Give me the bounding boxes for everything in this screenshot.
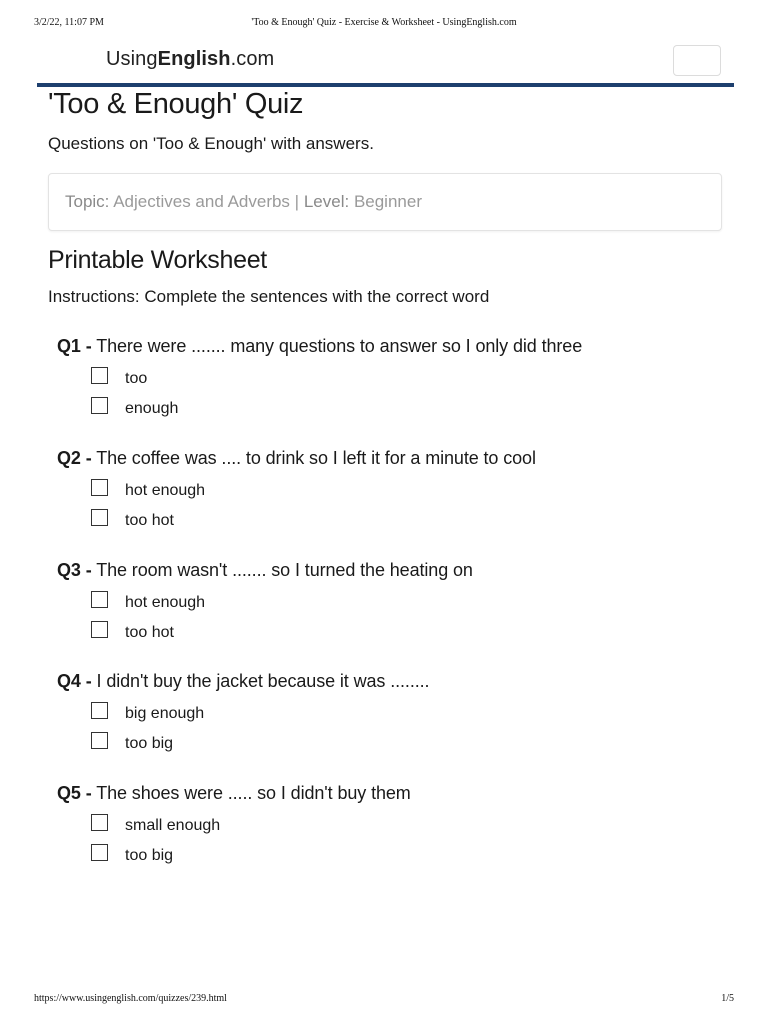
option-label: too big: [125, 735, 174, 752]
answer-options: [57, 814, 737, 874]
checkbox[interactable]: [91, 844, 108, 861]
option-label: small enough: [125, 817, 221, 834]
option-label: big enough: [125, 705, 205, 722]
checkbox[interactable]: [91, 732, 108, 749]
topic-value[interactable]: Adjectives and Adverbs: [113, 192, 290, 211]
option-label: too: [125, 370, 148, 387]
question-text: [57, 560, 737, 581]
question-2: [57, 448, 737, 539]
question-text: [57, 448, 737, 469]
question-number: Q3 -: [57, 560, 92, 580]
option-label: hot enough: [125, 482, 206, 499]
question-number: Q2 -: [57, 448, 92, 468]
topic-label: Topic:: [65, 192, 110, 211]
question-4: [57, 671, 737, 762]
question-prompt: The shoes were ..... so I didn't buy them: [96, 783, 411, 803]
subtitle-suffix: ' with answers.: [262, 134, 374, 153]
subtitle-prefix: Questions on ': [48, 134, 157, 153]
topic-line: [65, 192, 422, 212]
subtitle-topic: Too & Enough: [156, 134, 263, 153]
instructions: [48, 287, 489, 307]
menu-button[interactable]: [673, 45, 721, 76]
print-datetime: 3/2/22, 11:07 PM: [34, 17, 104, 28]
topic-separator: |: [294, 192, 300, 211]
site-header: [37, 44, 734, 84]
checkbox[interactable]: [91, 814, 108, 831]
answer-option[interactable]: [57, 814, 737, 844]
answer-option[interactable]: [57, 509, 737, 539]
answer-option[interactable]: [57, 591, 737, 621]
question-number: Q1 -: [57, 336, 92, 356]
worksheet-title: Printable Worksheet: [48, 246, 267, 274]
question-prompt: I didn't buy the jacket because it was ........: [96, 671, 430, 691]
checkbox[interactable]: [91, 509, 108, 526]
answer-option[interactable]: [57, 702, 737, 732]
level-value[interactable]: Beginner: [353, 192, 422, 211]
answer-option[interactable]: [57, 621, 737, 651]
site-logo[interactable]: [106, 48, 274, 71]
option-label: too hot: [125, 624, 174, 641]
logo-text-com: .com: [230, 48, 275, 70]
logo-text-using: Using: [106, 48, 158, 70]
instructions-text: Complete the sentences with the correct word: [144, 287, 490, 306]
question-3: [57, 560, 737, 651]
instructions-label: Instructions:: [48, 287, 140, 306]
page-title: 'Too & Enough' Quiz: [48, 88, 304, 120]
option-label: enough: [125, 400, 179, 417]
question-1: [57, 336, 737, 427]
checkbox[interactable]: [91, 479, 108, 496]
print-header: [34, 17, 734, 31]
answer-options: [57, 367, 737, 427]
print-footer: [34, 993, 734, 1007]
page-subtitle: [48, 134, 374, 154]
answer-options: [57, 702, 737, 762]
checkbox[interactable]: [91, 702, 108, 719]
checkbox[interactable]: [91, 397, 108, 414]
question-prompt: There were ....... many questions to answer so I only did three: [96, 336, 583, 356]
question-text: [57, 671, 737, 692]
question-number: Q5 -: [57, 783, 92, 803]
question-5: [57, 783, 737, 874]
answer-option[interactable]: [57, 479, 737, 509]
question-text: [57, 336, 737, 357]
print-page-number: 1/5: [721, 993, 734, 1004]
answer-option[interactable]: [57, 397, 737, 427]
question-number: Q4 -: [57, 671, 92, 691]
topic-level-box: [48, 173, 722, 231]
answer-option[interactable]: [57, 844, 737, 874]
answer-options: [57, 591, 737, 651]
option-label: hot enough: [125, 594, 206, 611]
print-doc-title: 'Too & Enough' Quiz - Exercise & Worksheet - UsingEnglish.com: [251, 17, 517, 28]
answer-option[interactable]: [57, 732, 737, 762]
option-label: too hot: [125, 512, 174, 529]
print-url: https://www.usingenglish.com/quizzes/239.html: [34, 993, 227, 1004]
checkbox[interactable]: [91, 367, 108, 384]
question-prompt: The coffee was .... to drink so I left it for a minute to cool: [96, 448, 536, 468]
level-label: Level:: [303, 192, 350, 211]
answer-option[interactable]: [57, 367, 737, 397]
header-divider: [37, 83, 734, 87]
option-label: too big: [125, 847, 174, 864]
question-text: [57, 783, 737, 804]
question-prompt: The room wasn't ....... so I turned the heating on: [96, 560, 473, 580]
checkbox[interactable]: [91, 621, 108, 638]
answer-options: [57, 479, 737, 539]
logo-text-english: English: [157, 48, 231, 70]
checkbox[interactable]: [91, 591, 108, 608]
